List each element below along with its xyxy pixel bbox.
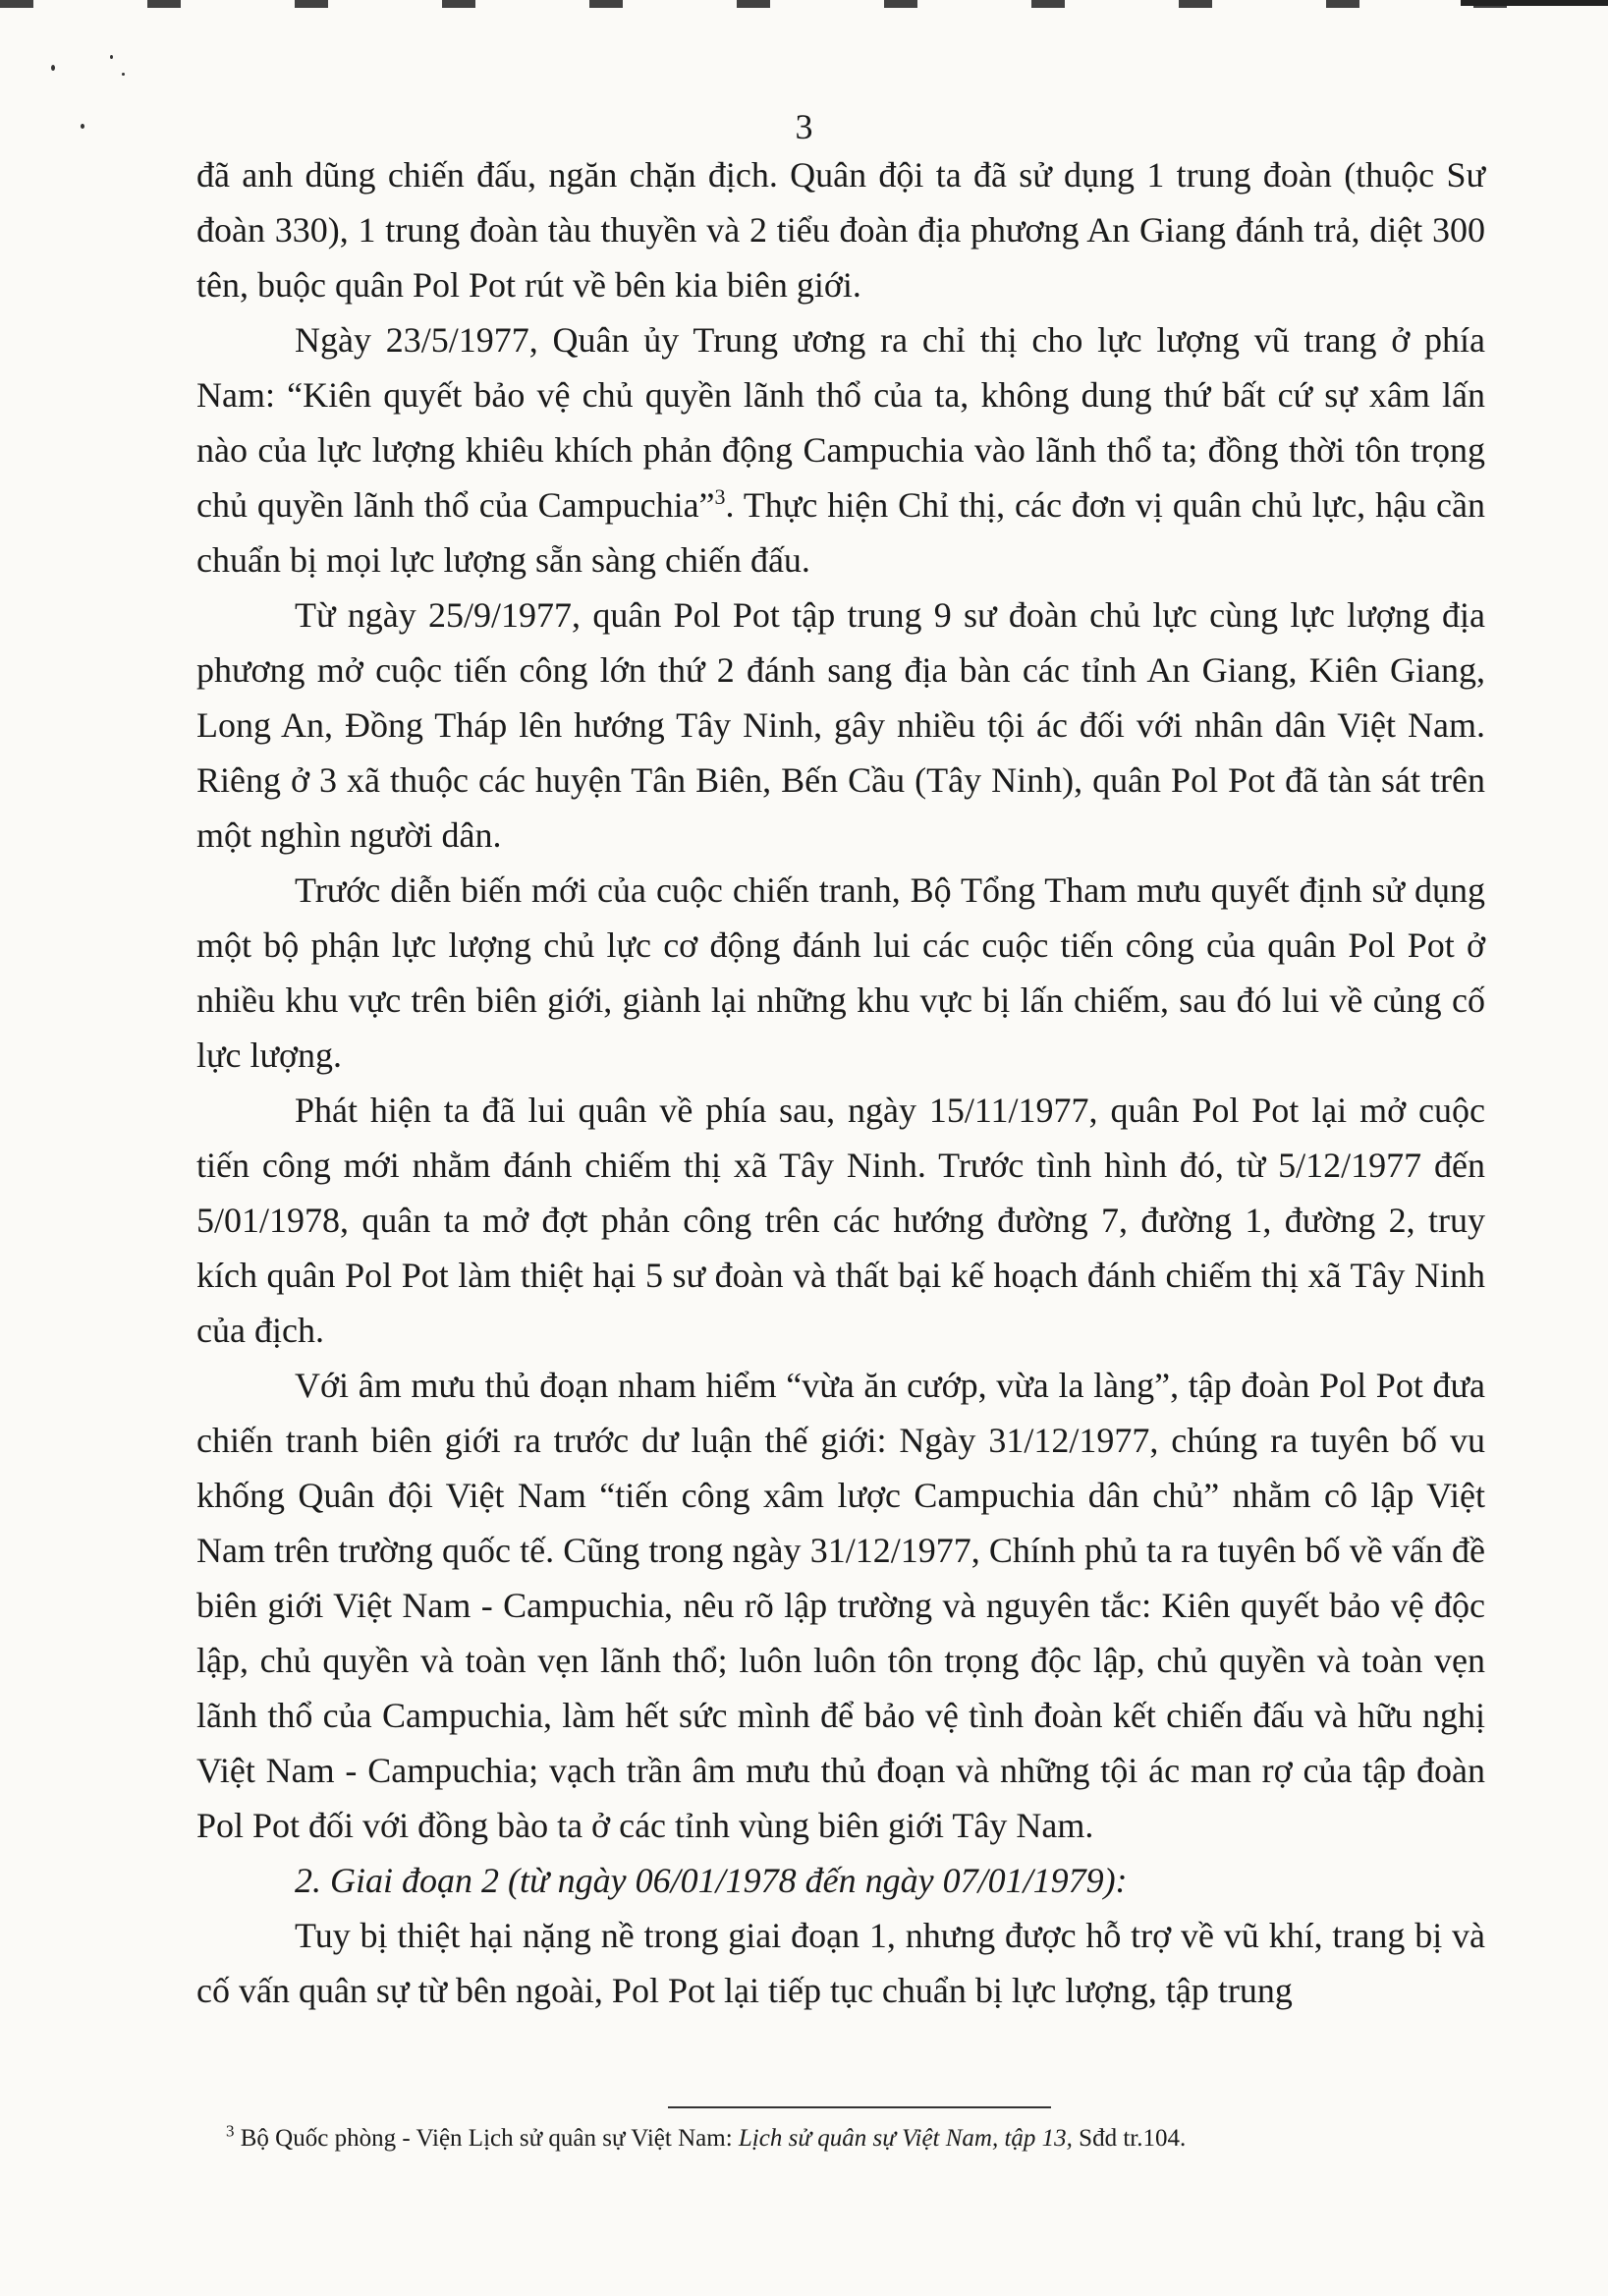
paragraph: Tuy bị thiệt hại nặng nề trong giai đoạn 1, nhưng được hỗ trợ về vũ khí, trang bị và cố vấn quân sự từ bên ngoài, Pol Pot lại tiếp tục chuẩn bị lực lượng, tập trung bbox=[196, 1916, 1485, 2010]
footnote bbox=[226, 2122, 1483, 2156]
paragraph: Từ ngày 25/9/1977, quân Pol Pot tập trung 9 sư đoàn chủ lực cùng lực lượng địa phương mở cuộc tiến công lớn thứ 2 đánh sang địa bàn các tỉnh An Giang, Kiên Giang, Long An, Đồng Tháp lên hướng Tây Ninh, gây nhiều tội ác đối với nhân dân Việt Nam. Riêng ở 3 xã thuộc các huyện Tân Biên, Bến Cầu (Tây Ninh), quân Pol Pot đã tàn sát trên một nghìn người dân. bbox=[196, 595, 1485, 855]
paragraph: đã anh dũng chiến đấu, ngăn chặn địch. Quân đội ta đã sử dụng 1 trung đoàn (thuộc Sư đoàn 330), 1 trung đoàn tàu thuyền và 2 tiểu đoàn địa phương An Giang đánh trả, diệt 300 tên, buộc quân Pol Pot rút về bên kia biên giới. bbox=[196, 155, 1485, 305]
footnote-text: Bộ Quốc phòng - Viện Lịch sử quân sự Việt Nam: bbox=[234, 2125, 739, 2152]
paragraph bbox=[196, 312, 1485, 588]
paragraph: Với âm mưu thủ đoạn nham hiểm “vừa ăn cướp, vừa la làng”, tập đoàn Pol Pot đưa chiến tranh biên giới ra trước dư luận thế giới: Ngày 31/12/1977, chúng ra tuyên bố vu khống Quân đội Việt Nam “tiến công xâm lược Campuchia dân chủ” nhằm cô lập Việt Nam trên trường quốc tế. Cũng trong ngày 31/12/1977, Chính phủ ta ra tuyên bố về vấn đề biên giới Việt Nam - Campuchia, nêu rõ lập trường và nguyên tắc: Kiên quyết bảo vệ độc lập, chủ quyền và toàn vẹn lãnh thổ; luôn luôn tôn trọng độc lập, chủ quyền và toàn vẹn lãnh thổ của Campuchia, làm hết sức mình để bảo vệ tình đoàn kết chiến đấu và hữu nghị Việt Nam - Campuchia; vạch trần âm mưu thủ đoạn và những tội ác man rợ của tập đoàn Pol Pot đối với đồng bào ta ở các tỉnh vùng biên giới Tây Nam. bbox=[196, 1366, 1485, 1845]
scan-speck bbox=[51, 65, 55, 71]
scan-edge-corner bbox=[1461, 0, 1608, 6]
footnote-number: 3 bbox=[226, 2121, 235, 2141]
footnote-separator bbox=[668, 2106, 1051, 2108]
scan-speck bbox=[122, 73, 125, 76]
page-number: 3 bbox=[795, 107, 813, 146]
paragraph: Trước diễn biến mới của cuộc chiến tranh, Bộ Tổng Tham mưu quyết định sử dụng một bộ phận lực lượng chủ lực cơ động đánh lui các cuộc tiến công của quân Pol Pot ở nhiều khu vực trên biên giới, giành lại những khu vực bị lấn chiếm, sau đó lui về củng cố lực lượng. bbox=[196, 870, 1485, 1075]
section-heading: 2. Giai đoạn 2 (từ ngày 06/01/1978 đến ngày 07/01/1979): bbox=[295, 1861, 1128, 1900]
paragraph-text: Ngày 23/5/1977, Quân ủy Trung ương ra chỉ thị cho lực lượng vũ trang ở phía Nam: “Kiên quyết bảo vệ chủ quyền lãnh thổ của ta, không dung thứ bất cứ sự xâm lấn nào của lực lượng khiêu khích phản động Campuchia vào lãnh thổ ta; đồng thời tôn trọng chủ quyền lãnh thổ của Campuchia” bbox=[196, 320, 1485, 525]
footnote-text: Sđd tr.104. bbox=[1072, 2125, 1187, 2152]
paragraph-text: . Thực hiện Chỉ thị, các đơn vị quân chủ lực, hậu cần chuẩn bị mọi lực lượng sẵn sàng chiến đấu. bbox=[196, 485, 1486, 580]
scan-edge-marks bbox=[0, 0, 1608, 8]
footnote-reference: 3 bbox=[714, 484, 726, 509]
scan-speck bbox=[110, 55, 113, 59]
footnote-title: Lịch sử quân sự Việt Nam, tập 13, bbox=[738, 2125, 1073, 2152]
document-body bbox=[196, 147, 1485, 2018]
paragraph: Phát hiện ta đã lui quân về phía sau, ngày 15/11/1977, quân Pol Pot lại mở cuộc tiến công mới nhằm đánh chiếm thị xã Tây Ninh. Trước tình hình đó, từ 5/12/1977 đến 5/01/1978, quân ta mở đợt phản công trên các hướng đường 7, đường 1, đường 2, truy kích quân Pol Pot làm thiệt hại 5 sư đoàn và thất bại kế hoạch đánh chiếm thị xã Tây Ninh của địch. bbox=[196, 1091, 1485, 1350]
